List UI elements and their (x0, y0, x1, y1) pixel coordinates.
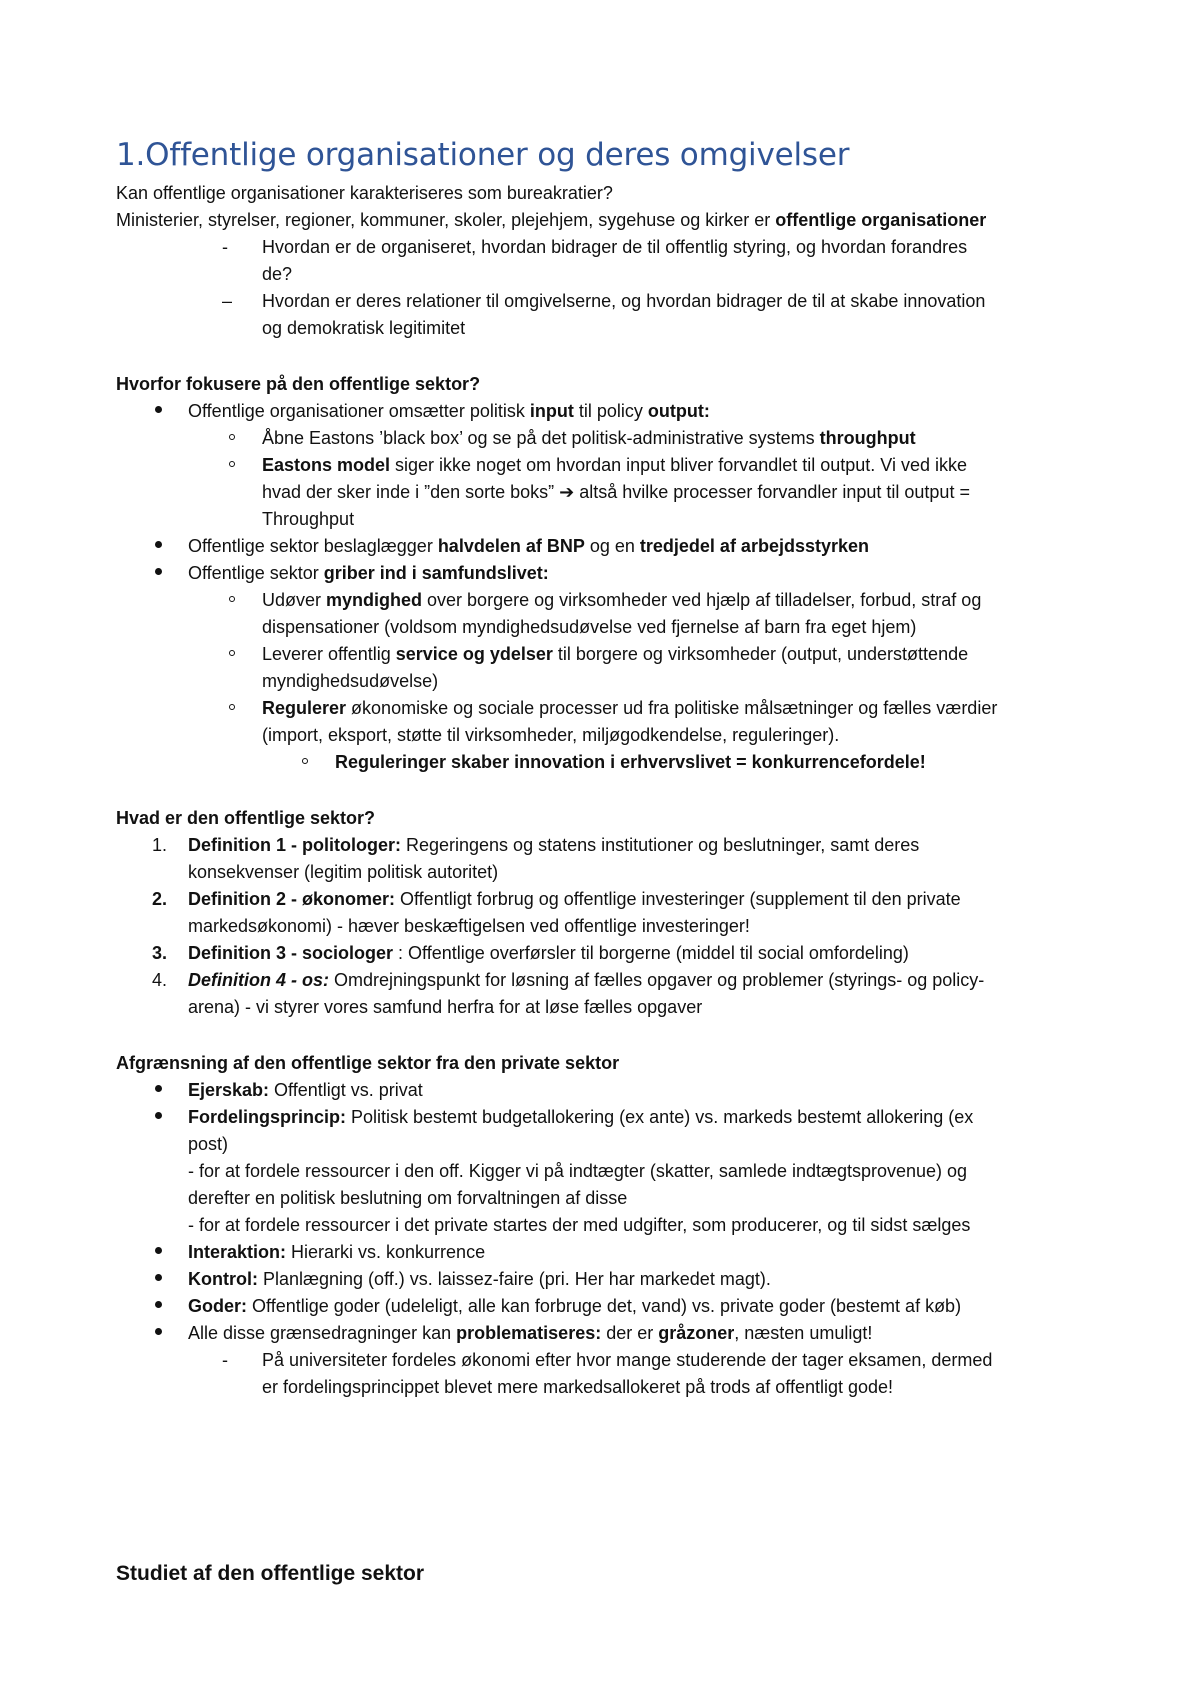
intro-examples: Ministerier, styrelser, regioner, kommuner, skoler, plejehjem, sygehuse og kirker er offentlige organisationer (116, 210, 987, 230)
sub-bullet-black-box: Åbne Eastons ’black box’ og se på det politisk-administrative systems throughput (262, 428, 916, 448)
bullet-fordelingsprincip: Fordelingsprincip: Politisk bestemt budgetallokering (ex ante) vs. markeds bestemt allokering (ex (188, 1107, 974, 1127)
bullet-dot (155, 1247, 162, 1254)
section-heading-boundary: Afgrænsning af den offentlige sektor fra den private sektor (116, 1053, 620, 1073)
sub-bullet-service-line-2: myndighedsudøvelse) (262, 671, 439, 691)
definition-item: Definition 2 - økonomer: Offentligt forbrug og offentlige investeringer (supplement til den private (188, 889, 961, 909)
sub-bullet-circle (229, 650, 235, 656)
sub-bullet-myndighed-line-2: dispensationer (voldsom myndighedsudøvelse ved fjernelse af barn fra eget hjem) (262, 617, 917, 637)
intro-dash-2-line-2: og demokratisk legitimitet (262, 318, 466, 338)
bullet-fordelingsprincip-line-4: derefter en politisk beslutning om forvaltningen af disse (188, 1188, 628, 1208)
bullet-ejerskab: Ejerskab: Offentligt vs. privat (188, 1080, 423, 1100)
bullet-dot (155, 1301, 162, 1308)
intro-dash-2-line-1: Hvordan er deres relationer til omgivelserne, og hvordan bidrager de til at skabe innovation (262, 291, 986, 311)
bullet-kontrol: Kontrol: Planlægning (off.) vs. laissez-faire (pri. Her har markedet magt). (188, 1269, 771, 1289)
sub-bullet-eastons-model-line-3: Throughput (262, 509, 355, 529)
dash-universiteter-line-2: er fordelingsprincippet blevet mere markedsallokeret på trods af offentligt gode! (262, 1377, 894, 1397)
dash-marker: - (222, 237, 228, 257)
bullet-dot (155, 1328, 162, 1335)
bullet-fordelingsprincip-line-5: - for at fordele ressourcer i det private startes der med udgifter, som producerer, og til sidst sælges (188, 1215, 971, 1235)
sub-bullet-eastons-model-line-2: hvad der sker inde i ”den sorte boks” ➔ altså hvilke processer forvandler input til output = (262, 482, 970, 502)
list-number: 2. (152, 889, 168, 909)
definition-item: Definition 1 - politologer: Regeringens og statens institutioner og beslutninger, samt deres (188, 835, 920, 855)
arrow-icon: ➔ (559, 482, 575, 502)
sub-bullet-circle (229, 434, 235, 440)
page-title: 1.Offentlige organisationer og deres omgivelser (116, 137, 850, 173)
sub-bullet-service: Leverer offentlig service og ydelser til borgere og virksomheder (output, understøttende (262, 644, 969, 664)
section-heading-what: Hvad er den offentlige sektor? (116, 808, 376, 828)
definition-item-line-2: konsekvenser (legitim politisk autoritet) (188, 862, 499, 882)
sub-bullet-myndighed: Udøver myndighed over borgere og virksomheder ved hjælp af tilladelser, forbud, straf og (262, 590, 982, 610)
bullet-goder: Goder: Offentlige goder (udeleligt, alle kan forbruge det, vand) vs. private goder (bestemt af køb) (188, 1296, 962, 1316)
intro-dash-1-line-1: Hvordan er de organiseret, hvordan bidrager de til offentlig styring, og hvordan forandres (262, 237, 968, 257)
bullet-dot (155, 1112, 162, 1119)
list-number: 3. (152, 943, 168, 963)
sub-bullet-circle (229, 596, 235, 602)
bullet-graensedragninger: Alle disse grænsedragninger kan problematiseres: der er gråzoner, næsten umuligt! (188, 1323, 873, 1343)
definition-item: Definition 3 - sociologer : Offentlige overførsler til borgerne (middel til social omfordeling) (188, 943, 909, 963)
bullet-dot (155, 406, 162, 413)
bullet-dot (155, 1085, 162, 1092)
bullet-dot (155, 568, 162, 575)
dash-marker: - (222, 1350, 228, 1370)
dash-universiteter: På universiteter fordeles økonomi efter hvor mange studerende der tager eksamen, dermed (262, 1350, 993, 1370)
bullet-interaktion: Interaktion: Hierarki vs. konkurrence (188, 1242, 486, 1262)
list-number: 4. (152, 970, 168, 990)
bullet-dot (155, 541, 162, 548)
sub-sub-bullet-circle (302, 758, 308, 764)
sub-bullet-eastons-model: Eastons model siger ikke noget om hvordan input bliver forvandlet til output. Vi ved ikke (262, 455, 968, 475)
definition-item-line-2: markedsøkonomi) - hæver beskæftigelsen ved offentlige investeringer! (188, 916, 750, 936)
section-heading-study: Studiet af den offentlige sektor (116, 1562, 425, 1585)
bullet-griber-ind: Offentlige sektor griber ind i samfundslivet: (188, 563, 549, 583)
bullet-fordelingsprincip-line-3: - for at fordele ressourcer i den off. Kigger vi på indtægter (skatter, samlede indtægtsprovenue) og (188, 1161, 968, 1181)
definition-item-line-2: arena) - vi styrer vores samfund herfra for at løse fælles opgaver (188, 997, 703, 1017)
sub-bullet-circle (229, 461, 235, 467)
bullet-bnp: Offentlige sektor beslaglægger halvdelen af BNP og en tredjedel af arbejdsstyrken (188, 536, 870, 556)
intro-question: Kan offentlige organisationer karakteriseres som bureakratier? (116, 183, 613, 203)
section-heading-why: Hvorfor fokusere på den offentlige sektor? (116, 374, 481, 394)
bullet-input-output: Offentlige organisationer omsætter politisk input til policy output: (188, 401, 710, 421)
sub-bullet-regulerer-line-2: (import, eksport, støtte til virksomheder, miljøgodkendelse, reguleringer). (262, 725, 840, 745)
dash-marker: – (222, 291, 233, 311)
sub-bullet-regulerer: Regulerer økonomiske og sociale processer ud fra politiske målsætninger og fælles værdier (262, 698, 998, 718)
list-number: 1. (152, 835, 168, 855)
bullet-fordelingsprincip-line-2: post) (188, 1134, 229, 1154)
sub-sub-bullet-reguleringer: Reguleringer skaber innovation i erhvervslivet = konkurrencefordele! (335, 752, 926, 772)
intro-dash-1-line-2: de? (262, 264, 293, 284)
bullet-dot (155, 1274, 162, 1281)
definition-item: Definition 4 - os: Omdrejningspunkt for løsning af fælles opgaver og problemer (styrings- og policy- (188, 970, 985, 990)
sub-bullet-circle (229, 704, 235, 710)
